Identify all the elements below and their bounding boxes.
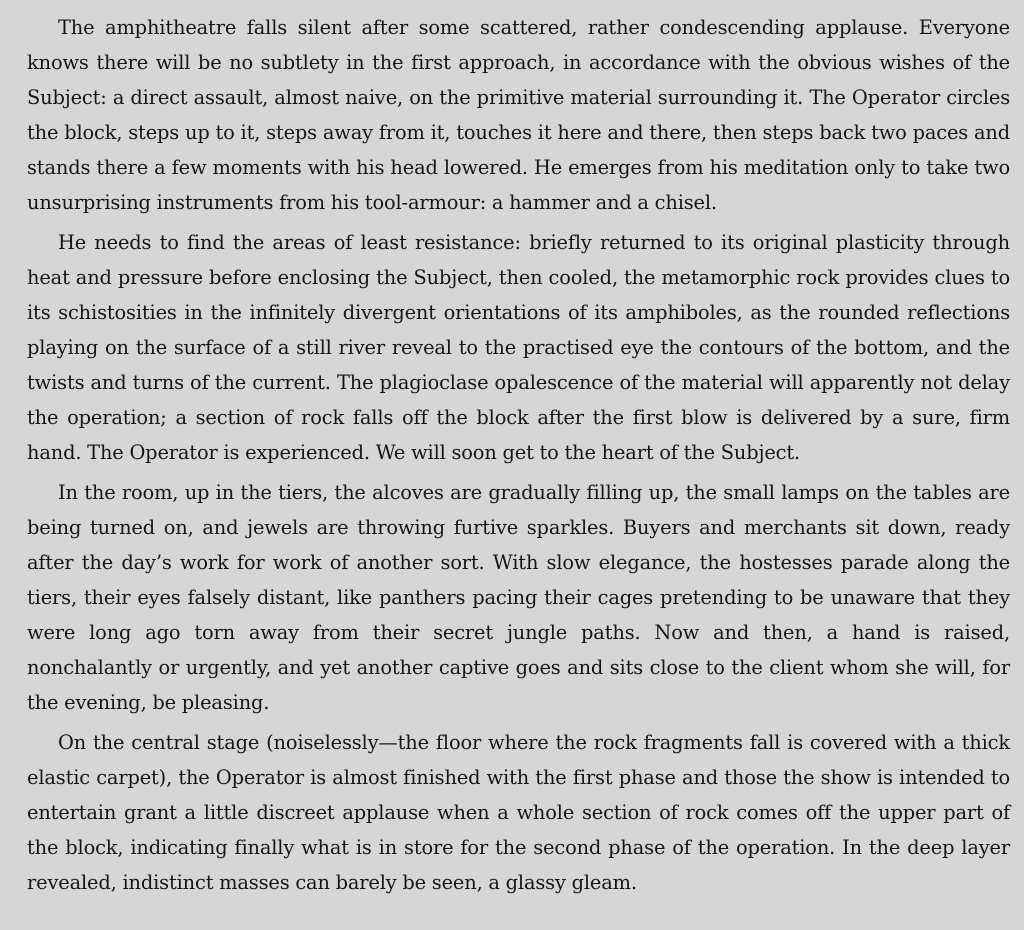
paragraph-2: He needs to find the areas of least resistance: briefly returned to its original plasticity through heat and pressure before enclosing the Subject, then cooled, the metamorphic rock provides clues to its schistosities in the infinitely divergent orientations of its amphiboles, as the rounded reflections playing on the surface of a still river reveal to the practised eye the contours of the bottom, and the twists and turns of the current. The plagioclase opalescence of the material will apparently not delay the operation; a section of rock falls off the block after the first blow is delivered by a sure, firm hand. The Operator is experienced. We will soon get to the heart of the Subject. — [27, 231, 1010, 464]
paragraph-4: On the central stage (noiselessly—the floor where the rock fragments fall is covered with a thick elastic carpet), the Operator is almost finished with the first phase and those the show is intended to entertain grant a little discreet applause when a whole section of rock comes off the upper part of the block, indicating finally what is in store for the second phase of the operation. In the deep layer revealed, indistinct masses can barely be seen, a glassy gleam. — [27, 731, 1010, 894]
paragraph-3: In the room, up in the tiers, the alcoves are gradually filling up, the small lamps on the tables are being turned on, and jewels are throwing furtive sparkles. Buyers and merchants sit down, ready after the day’s work for work of another sort. With slow elegance, the hostesses parade along the tiers, their eyes falsely distant, like panthers pacing their cages pretending to be unaware that they were long ago torn away from their secret jungle paths. Now and then, a hand is raised, nonchalantly or urgently, and yet another captive goes and sits close to the client whom she will, for the evening, be pleasing. — [27, 481, 1010, 714]
paragraph-1: The amphitheatre falls silent after some scattered, rather condescending applause. Everyone knows there will be no subtlety in the first approach, in accordance with the obvious wishes of the Subject: a direct assault, almost naive, on the primitive material surrounding it. The Operator circles the block, steps up to it, steps away from it, touches it here and there, then steps back two paces and stands there a few moments with his head lowered. He emerges from his meditation only to take two unsurprising instruments from his tool-armour: a hammer and a chisel. — [27, 16, 1010, 214]
